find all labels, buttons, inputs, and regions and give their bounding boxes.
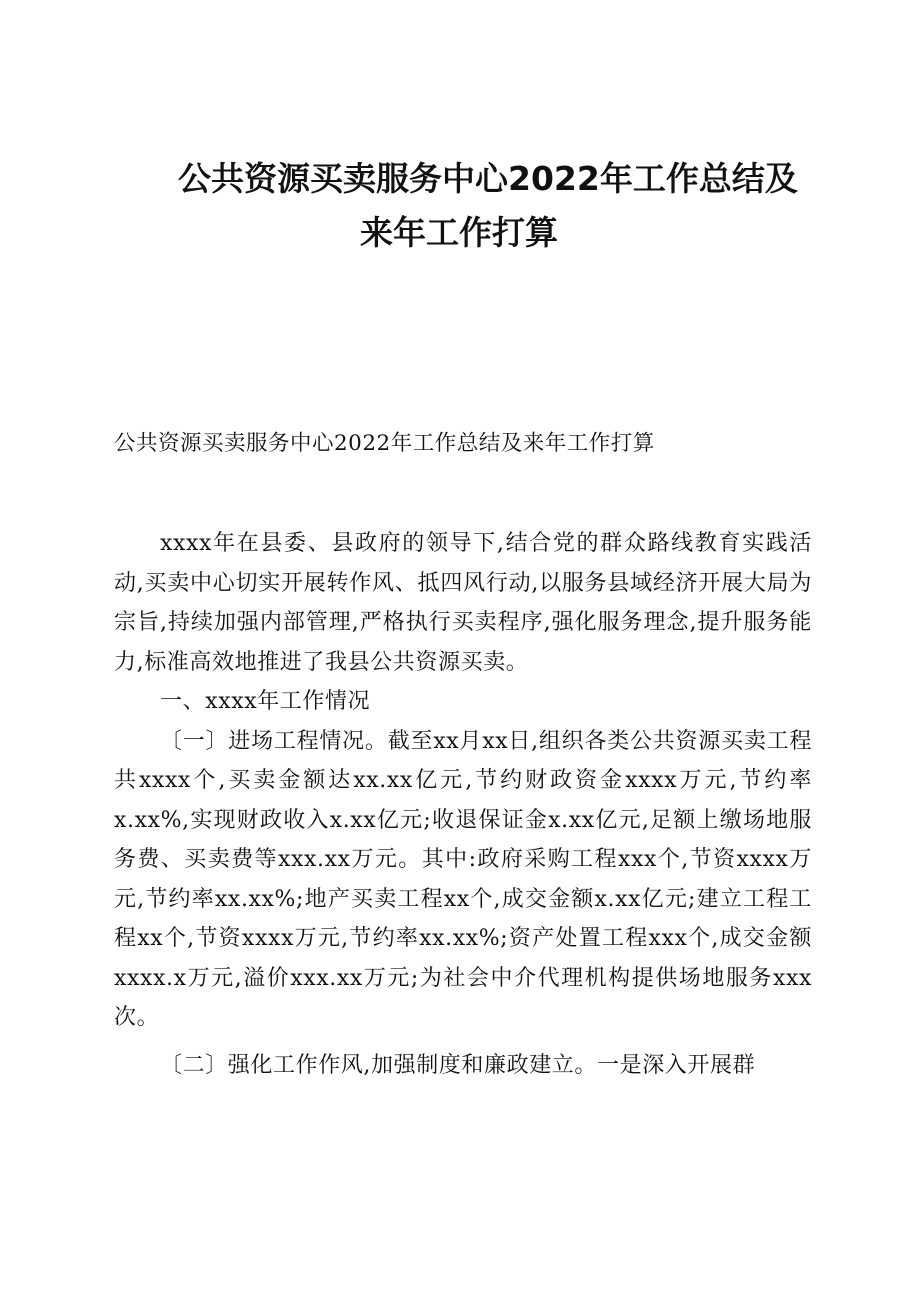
document-title-line-1: 公共资源买卖服务中心2022年工作总结及 bbox=[178, 159, 798, 198]
paragraph-intro: xxxx年在县委、县政府的领导下,结合党的群众路线教育实践活动,买卖中心切实开展转作风、抵四风行动,以服务县域经济开展大局为宗旨,持续加强内部管理,严格执行买卖程序,强化服务理念,提升服务能力,标准高效地推进了我县公共资源买卖。 bbox=[114, 531, 812, 675]
paragraph-work-style: 〔二〕强化工作作风,加强制度和廉政建立。一是深入开展群 bbox=[160, 1052, 756, 1078]
document-body bbox=[114, 524, 812, 1085]
paragraph-project-status: 〔一〕进场工程情况。截至xx月xx日,组织各类公共资源买卖工程共xxxx个,买卖金额达xx.xx亿元,节约财政资金xxxx万元,节约率x.xx%,实现财政收入x.xx亿元;收退保证金x.xx亿元,足额上缴场地服务费、买卖费等xxx.xx万元。其中:政府采购工程xxx个,节资xxxx万元,节约率xx.xx%;地产买卖工程xx个,成交金额x.xx亿元;建立工程工程xx个,节资xxxx万元,节约率xx.xx%;资产处置工程xxx个,成交金额xxxx.x万元,溢价xxx.xx万元;为社会中介代理机构提供场地服务xxx次。 bbox=[114, 728, 812, 1030]
section-heading-1: 一、xxxx年工作情况 bbox=[160, 689, 371, 714]
document-subtitle: 公共资源买卖服务中心2022年工作总结及来年工作打算 bbox=[114, 431, 655, 456]
document-title bbox=[0, 152, 920, 260]
document-title-line-2: 来年工作打算 bbox=[360, 213, 558, 252]
